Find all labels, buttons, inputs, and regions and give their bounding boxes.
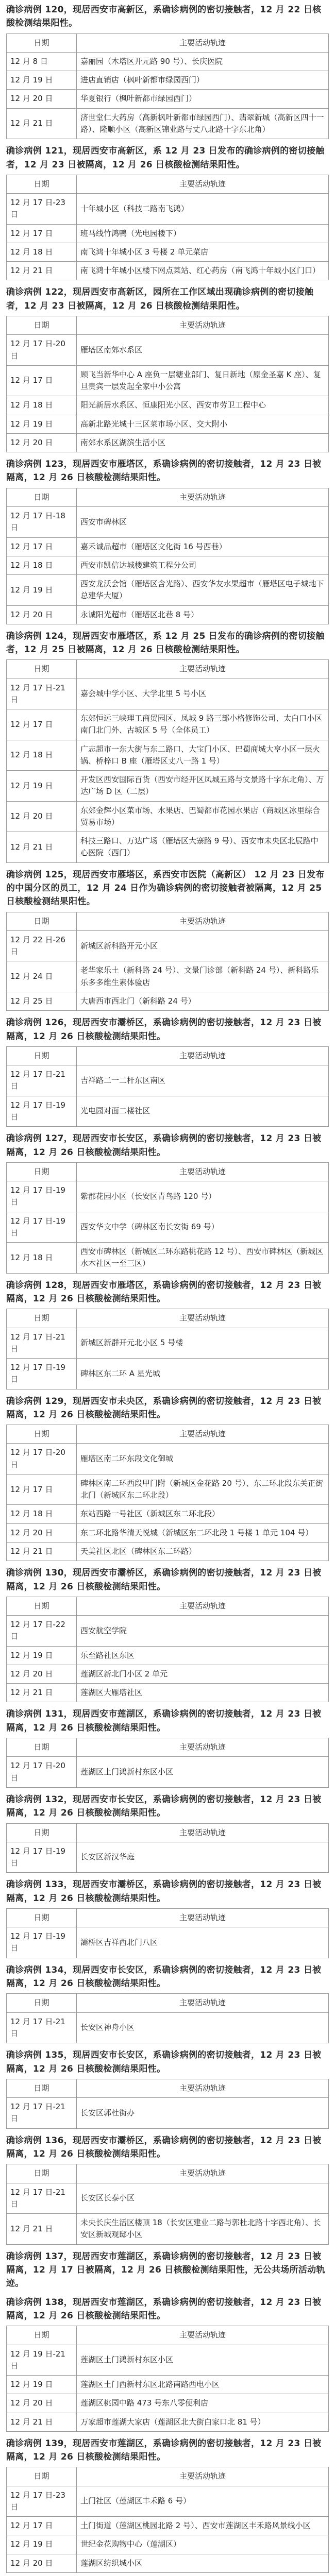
row-date: 12 月 17 日-21 日 — [7, 2183, 77, 2214]
table-row — [7, 2535, 329, 2554]
case-section — [6, 868, 329, 1011]
row-date: 12 月 17 日 — [7, 537, 77, 556]
table-row — [7, 832, 329, 863]
table-row — [7, 224, 329, 243]
table-header-row — [7, 1994, 329, 2012]
table-row — [7, 1181, 329, 1212]
header-track: 主要活动轨迹 — [77, 2326, 329, 2345]
case-section — [6, 144, 329, 280]
table-header-row — [7, 175, 329, 193]
row-track: 莲湖区纺织城小区 — [77, 2554, 329, 2572]
case-description: 确诊病例 122，现居西安市高新区，园所在工作区域出现确诊病例的密切接触者，12 月 23 日被隔离，12 月 26 日核酸检测结果阳性。 — [6, 287, 314, 311]
row-date: 12 月 20 日 — [7, 2394, 77, 2413]
row-track: 土门街道（莲湖区桃园北路 2 号）、西安市莲湖区丰禾路风景线小区 — [77, 2517, 329, 2535]
case-description: 确诊病例 132，现居西安市长安区，系确诊病例的密切接触者，12 月 23 日被隔离，12 月 26 日核酸检测结果阳性。 — [6, 1794, 322, 1819]
case-section — [6, 1395, 329, 1562]
table-row — [7, 433, 329, 452]
table-row — [7, 52, 329, 71]
row-date: 12 月 20 日 — [7, 2554, 77, 2572]
row-date: 12 月 17 日-21 日 — [7, 1065, 77, 1096]
row-track: 嘉丽园（木塔区开元路 90 号）、长庆医院 — [77, 52, 329, 71]
table-row — [7, 1328, 329, 1359]
table-row — [7, 1842, 329, 1873]
row-track: 灞桥区吉祥西北门八区 — [77, 1927, 329, 1958]
header-track: 主要活动轨迹 — [77, 2467, 329, 2486]
row-track: 永诚阳光超市（雁塔区北巷 8 号） — [77, 605, 329, 624]
row-track: 吉祥路二一二杆东区南区 — [77, 1065, 329, 1096]
row-date: 12 月 22 日-26 日 — [7, 930, 77, 961]
track-table — [6, 1162, 329, 1274]
row-track: 碑林区南二环西段甲门附（新城区金花路 20 号）、东二环北段东关正街北门（新城区东二环北段） — [77, 1474, 329, 1505]
track-table — [6, 33, 329, 140]
row-date: 12 月 20 日 — [7, 433, 77, 452]
row-date: 12 月 21 日 — [7, 1684, 77, 1702]
table-header-row — [7, 1738, 329, 1757]
row-track: 未央长庆生活区楼顶 18（长安区建业二路与郭杜北路十字西北角）、长安区新城观邸小区 — [77, 2214, 329, 2245]
case-description: 确诊病例 121，现居西安市高新区，系 12 月 23 日发布的确诊病例的密切接触者，12 月 23 日被隔离，12 月 26 日核酸检测结果阳性。 — [6, 146, 325, 170]
row-date: 12 月 17 日-18 日 — [7, 507, 77, 538]
row-track: 莲湖区土门鸿新村东区小区 — [77, 2345, 329, 2376]
header-date: 日期 — [7, 2079, 77, 2097]
table-row — [7, 679, 329, 709]
header-date: 日期 — [7, 316, 77, 335]
row-date: 12 月 18 日 — [7, 396, 77, 415]
case-section — [6, 457, 329, 624]
row-date: 12 月 20 日 — [7, 605, 77, 624]
row-track: 大唐西市西北门（新科路 24 号） — [77, 992, 329, 1010]
case-section — [6, 285, 329, 452]
row-track: 西安航空学院 — [77, 1616, 329, 1647]
row-track: 南郊水系区湖滨生活小区 — [77, 433, 329, 452]
track-table — [6, 1823, 329, 1873]
row-date: 12 月 17 日-23 日 — [7, 2486, 77, 2517]
case-description: 确诊病例 137，现居西安市莲湖区，系确诊病例的密切接触者，12 月 23 日被隔离，12 月 17 日被隔离，12 月 26 日核酸检测结果阳性，无公共场所活动轨迹。 — [6, 2251, 325, 2289]
table-row — [7, 90, 329, 108]
case-description: 确诊病例 128，现居西安市雁塔区，系确诊病例的密切接触者，12 月 23 日被隔离，12 月 26 日核酸检测结果阳性。 — [6, 1280, 322, 1304]
table-row — [7, 1505, 329, 1523]
case-section — [6, 2437, 329, 2573]
header-track: 主要活动轨迹 — [77, 316, 329, 335]
table-row — [7, 1444, 329, 1475]
header-track: 主要活动轨迹 — [77, 488, 329, 506]
table-row — [7, 1212, 329, 1243]
row-track: 广志超市一东大街与东二路口、大宝门小区、巴蜀商城大亨小区一层火锅、桥梓口 B 座（雁塔区丈八一路 1 号） — [77, 740, 329, 771]
row-date: 12 月 19 日 — [7, 71, 77, 90]
table-row — [7, 507, 329, 538]
table-row — [7, 537, 329, 556]
row-date: 12 月 17 日 — [7, 365, 77, 396]
header-track: 主要活动轨迹 — [77, 660, 329, 679]
row-track: 南飞鸿十年城小区 3 号楼 2 单元菜店 — [77, 243, 329, 261]
table-row — [7, 2345, 329, 2376]
table-row — [7, 71, 329, 90]
track-table — [6, 1908, 329, 1958]
table-row — [7, 575, 329, 606]
row-date: 12 月 19 日 — [7, 2535, 77, 2554]
table-row — [7, 2376, 329, 2394]
row-date: 12 月 18 日 — [7, 243, 77, 261]
row-date: 12 月 17 日-19 日 — [7, 1212, 77, 1243]
row-date: 12 月 17 日-21 日 — [7, 1328, 77, 1359]
table-row — [7, 1665, 329, 1683]
row-track: 西安龙沃会馆（雁塔区含光路）、西安华友水果超市（雁塔区电子城地下总建华大厦） — [77, 575, 329, 606]
case-description: 确诊病例 136，现居西安市灞桥区，系确诊病例的密切接触者，12 月 23 日被隔离，12 月 26 日核酸检测结果阳性。 — [6, 2135, 322, 2159]
row-date: 12 月 20 日 — [7, 90, 77, 108]
header-track: 主要活动轨迹 — [77, 2164, 329, 2183]
row-track: 高新北路光城十三区菜市场小区、交大附小 — [77, 415, 329, 433]
row-date: 12 月 17 日 — [7, 709, 77, 740]
header-track: 主要活动轨迹 — [77, 1738, 329, 1757]
row-date: 12 月 21 日 — [7, 2413, 77, 2431]
row-date: 12 月 17 日-19 日 — [7, 1096, 77, 1127]
table-row — [7, 1927, 329, 1958]
row-track: 莲湖区大雁塔社区 — [77, 1684, 329, 1702]
row-track: 十年城小区（科技二路南飞鸿） — [77, 194, 329, 225]
table-header-row — [7, 2326, 329, 2345]
table-row — [7, 740, 329, 771]
header-track: 主要活动轨迹 — [77, 1994, 329, 2012]
row-date: 12 月 17 日-20 日 — [7, 335, 77, 366]
row-track: 雁塔区南二环东段文化御城 — [77, 1444, 329, 1475]
row-track: 嘉禾诚品超市（雁塔区文化街 16 号西巷） — [77, 537, 329, 556]
table-header-row — [7, 912, 329, 930]
table-row — [7, 709, 329, 740]
track-table — [6, 659, 329, 862]
table-header-row — [7, 1309, 329, 1328]
track-table — [6, 175, 329, 281]
row-track: 东郊金辉小区菜市场、水果店、巴蜀都市花园水果店（商城区冰里综合贸易市场） — [77, 801, 329, 832]
row-track: 莲湖区新北门小区 2 单元 — [77, 1665, 329, 1683]
header-track: 主要活动轨迹 — [77, 1597, 329, 1615]
row-track: 长安区郭杜街办 — [77, 2098, 329, 2129]
case-description: 确诊病例 123，现居西安市雁塔区，系确诊病例的密切接触者，12 月 23 日被隔离，12 月 26 日核酸检测结果阳性。 — [6, 459, 322, 483]
table-header-row — [7, 488, 329, 506]
table-row — [7, 1684, 329, 1702]
case-description: 确诊病例 125，现居西安市雁塔区，系西安市医院（高新区） 12 月 23 日发布的中国分区的员工，12 月 24 日作为确诊病例的密切接触者被隔离，12 月 25 日核酸检测结果阳性。 — [6, 869, 325, 907]
header-date: 日期 — [7, 2467, 77, 2486]
row-track: 天美社区北区（碑林区东二环路） — [77, 1542, 329, 1561]
header-track: 主要活动轨迹 — [77, 175, 329, 193]
table-row — [7, 605, 329, 624]
row-date: 12 月 17 日-19 日 — [7, 1181, 77, 1212]
header-date: 日期 — [7, 1309, 77, 1328]
case-section — [6, 2134, 329, 2245]
header-track: 主要活动轨迹 — [77, 1425, 329, 1444]
case-section — [6, 1566, 329, 1702]
header-track: 主要活动轨迹 — [77, 1162, 329, 1181]
table-header-row — [7, 660, 329, 679]
track-table — [6, 1597, 329, 1703]
header-track: 主要活动轨迹 — [77, 33, 329, 52]
header-track: 主要活动轨迹 — [77, 1309, 329, 1328]
row-date: 12 月 21 日 — [7, 1542, 77, 1561]
table-row — [7, 243, 329, 261]
row-track: 长安区新汉华庭 — [77, 1842, 329, 1873]
row-track: 西安市凯信达城楼建筑工程分公司 — [77, 556, 329, 574]
header-date: 日期 — [7, 1908, 77, 1927]
table-row — [7, 2183, 329, 2214]
header-track: 主要活动轨迹 — [77, 2079, 329, 2097]
table-header-row — [7, 1046, 329, 1065]
case-section — [6, 630, 329, 863]
row-date: 12 月 17 日-19 日 — [7, 1927, 77, 1958]
header-date: 日期 — [7, 2164, 77, 2183]
row-date: 12 月 18 日 — [7, 740, 77, 771]
row-track: 老华家乐土（新科路 24 号）、文景门诊部（新科路 24 号）、新科路乐乐多多维生素体验店 — [77, 961, 329, 992]
case-description: 确诊病例 134，现居西安市长安区，系确诊病例的密切接触者，12 月 23 日被隔离，12 月 26 日核酸检测结果阳性。 — [6, 1964, 322, 1989]
case-description: 确诊病例 129，现居西安市未央区，系确诊病例的密切接触者，12 月 23 日被隔离，12 月 26 日核酸检测结果阳性。 — [6, 1396, 322, 1420]
track-table — [6, 2326, 329, 2432]
row-track: 进店直销店（枫叶新都市绿园西门） — [77, 71, 329, 90]
row-track: 新城区新群开元北小区 5 号楼 — [77, 1328, 329, 1359]
row-track: 长安区长泰小区 — [77, 2183, 329, 2214]
table-header-row — [7, 33, 329, 52]
row-track: 顾飞当新华中心 A 座负一层糖业部门、复日新地（原金圣嘉 K 座）、复旦贵宾一层发起全家中小公寓 — [77, 365, 329, 396]
case-section — [6, 1707, 329, 1787]
header-track: 主要活动轨迹 — [77, 1908, 329, 1927]
header-date: 日期 — [7, 912, 77, 930]
table-row — [7, 2486, 329, 2517]
row-date: 12 月 17 日-19 日 — [7, 1842, 77, 1873]
row-track: 莲湖区土门鸿新村东区小区 — [77, 1757, 329, 1788]
track-table — [6, 1738, 329, 1788]
table-row — [7, 1065, 329, 1096]
row-date: 12 月 25 日 — [7, 992, 77, 1010]
row-date: 12 月 17 日 — [7, 2517, 77, 2535]
table-row — [7, 1243, 329, 1274]
row-track: 开发区西安国际百货（西安市经开区凤城五路与文景路十字东北角）、万达广场 D 区（二层） — [77, 771, 329, 802]
row-date: 12 月 17 日-22 日 — [7, 1616, 77, 1647]
table-header-row — [7, 2164, 329, 2183]
row-track: 长安区神舟小区 — [77, 2012, 329, 2043]
table-row — [7, 2012, 329, 2043]
case-description: 确诊病例 138，现居西安市莲湖区，系确诊病例的密切接触者，12 月 23 日被隔离，12 月 26 日核酸检测结果阳性。 — [6, 2297, 322, 2321]
row-track: 莲湖区桃园中路 473 号东八零便利店 — [77, 2394, 329, 2413]
row-track: 阳光新居水系区、恒康阳光小区、西安市劳卫工程中心 — [77, 396, 329, 415]
case-description: 确诊病例 133，现居西安市灞桥区，系确诊病例的密切接触者，12 月 23 日被隔离，12 月 26 日核酸检测结果阳性。 — [6, 1879, 322, 1904]
table-row — [7, 1757, 329, 1788]
track-table — [6, 1993, 329, 2043]
table-row — [7, 2413, 329, 2431]
table-row — [7, 930, 329, 961]
table-row — [7, 992, 329, 1010]
track-table — [6, 2079, 329, 2129]
table-header-row — [7, 1425, 329, 1444]
table-row — [7, 2214, 329, 2245]
case-section — [6, 3, 329, 139]
table-header-row — [7, 2079, 329, 2097]
row-track: 济世堂仁大药房（高新枫叶新都市绿园西门）、翡翠新城（高新区四十一路）、隆顺小区（高新区锦业路与丈八北路十字东北角） — [77, 108, 329, 139]
case-section — [6, 1279, 329, 1389]
header-date: 日期 — [7, 1994, 77, 2012]
table-row — [7, 1474, 329, 1505]
case-description: 确诊病例 126，现居西安市灞桥区，系确诊病例的密切接触者，12 月 23 日被隔离，12 月 26 日核酸检测结果阳性。 — [6, 1018, 322, 1042]
row-track: 东二环北路华清天悦城（新城区东二环北段 1 号楼 1 单元 104 号） — [77, 1523, 329, 1542]
table-row — [7, 396, 329, 415]
row-track: 西安市碑林区（新城区二环东路桃花路 12 号）、西安市碑林区（新城区水木社区一至三区） — [77, 1243, 329, 1274]
row-date: 12 月 17 日-21 日 — [7, 2098, 77, 2129]
header-track: 主要活动轨迹 — [77, 1046, 329, 1065]
row-date: 12 月 18 日 — [7, 556, 77, 574]
case-section — [6, 1878, 329, 1958]
header-date: 日期 — [7, 1162, 77, 1181]
row-date: 12 月 19 日 — [7, 415, 77, 433]
table-row — [7, 1523, 329, 1542]
row-date: 12 月 21 日 — [7, 108, 77, 139]
table-row — [7, 2394, 329, 2413]
header-date: 日期 — [7, 1046, 77, 1065]
header-track: 主要活动轨迹 — [77, 912, 329, 930]
table-row — [7, 2098, 329, 2129]
table-row — [7, 415, 329, 433]
row-date: 12 月 17 日 — [7, 1474, 77, 1505]
case-section — [6, 2250, 329, 2291]
track-table — [6, 1046, 329, 1127]
case-section — [6, 1963, 329, 2043]
track-table — [6, 1425, 329, 1561]
row-track: 东站西路一号社区（新城区东二环北段） — [77, 1505, 329, 1523]
table-row — [7, 556, 329, 574]
header-date: 日期 — [7, 1823, 77, 1842]
row-track: 南飞鸿十年城小区楼下网点菜站、红心药房（南飞鸿十年城小区门口） — [77, 262, 329, 280]
table-row — [7, 108, 329, 139]
table-row — [7, 1646, 329, 1665]
header-date: 日期 — [7, 1597, 77, 1615]
header-date: 日期 — [7, 660, 77, 679]
table-row — [7, 801, 329, 832]
row-track: 土门社区（莲湖区丰禾路 6 号） — [77, 2486, 329, 2517]
row-date: 12 月 19 日 — [7, 771, 77, 802]
case-description: 确诊病例 127，现居西安市长安区，系确诊病例的密切接触者，12 月 23 日被隔离，12 月 26 日核酸检测结果阳性。 — [6, 1133, 322, 1158]
header-date: 日期 — [7, 1738, 77, 1757]
row-track: 东郊恒远三峡理工商贸园区、凤城 9 路三部小格修饰公司、太白口小区南门北门外、古城区 5 号（全体员工） — [77, 709, 329, 740]
track-table — [6, 1309, 329, 1389]
row-date: 12 月 24 日 — [7, 961, 77, 992]
row-track: 紫郡花园小区（长安区青鸟路 120 号） — [77, 1181, 329, 1212]
header-date: 日期 — [7, 1425, 77, 1444]
row-date: 12 月 19 日-21 日 — [7, 2345, 77, 2376]
row-date: 12 月 19 日 — [7, 1646, 77, 1665]
header-date: 日期 — [7, 33, 77, 52]
track-table — [6, 2467, 329, 2573]
row-track: 世纪金花购物中心（莲湖区） — [77, 2535, 329, 2554]
row-date: 12 月 20 日 — [7, 1665, 77, 1683]
row-track: 科技三路口、万达广场（雁塔区大寨路 9 号）、西安市未央区北辰路中心医院（西门） — [77, 832, 329, 863]
case-section — [6, 1132, 329, 1273]
row-track: 雁塔区南郊水系区 — [77, 335, 329, 366]
row-date: 12 月 17 日-19 日 — [7, 1359, 77, 1389]
case-description: 确诊病例 130，现居西安市灞桥区，系确诊病例的密切接触者，12 月 23 日被隔离，12 月 26 日核酸检测结果阳性。 — [6, 1568, 322, 1592]
table-row — [7, 1616, 329, 1647]
track-table — [6, 912, 329, 1011]
table-header-row — [7, 1162, 329, 1181]
row-date: 12 月 17 日-23 日 — [7, 194, 77, 225]
row-date: 12 月 17 日 — [7, 224, 77, 243]
table-row — [7, 961, 329, 992]
row-date: 12 月 17 日-21 日 — [7, 679, 77, 709]
table-row — [7, 1359, 329, 1389]
table-row — [7, 2554, 329, 2572]
header-track: 主要活动轨迹 — [77, 1823, 329, 1842]
case-description: 确诊病例 131，现居西安市莲湖区，系确诊病例的密切接触者，12 月 23 日被隔离，12 月 26 日核酸检测结果阳性。 — [6, 1709, 322, 1733]
row-date: 12 月 8 日 — [7, 52, 77, 71]
track-table — [6, 2164, 329, 2244]
row-track: 莲湖区土门西新村东区北路南路西电小区 — [77, 2376, 329, 2394]
case-description: 确诊病例 124，现居西安市雁塔区，系 12 月 25 日发布的确诊病例的密切接触者，12 月 25 日被隔离，12 月 26 日核酸检测结果阳性。 — [6, 631, 325, 655]
row-date: 12 月 19 日 — [7, 2376, 77, 2394]
row-track: 万家超市莲湖大家店（莲湖区北大街白家口北 81 号） — [77, 2413, 329, 2431]
case-section — [6, 2048, 329, 2128]
case-description: 确诊病例 135，现居西安市长安区，系确诊病例的密切接触者，12 月 23 日被隔离，12 月 26 日核酸检测结果阳性。 — [6, 2050, 322, 2074]
case-section — [6, 2296, 329, 2432]
row-date: 12 月 21 日 — [7, 262, 77, 280]
row-date: 12 月 20 日 — [7, 1523, 77, 1542]
table-row — [7, 262, 329, 280]
track-table — [6, 316, 329, 452]
table-row — [7, 1096, 329, 1127]
row-track: 班马线竹鸿鸭（光电园楼下） — [77, 224, 329, 243]
table-header-row — [7, 316, 329, 335]
track-table — [6, 488, 329, 624]
row-track: 碑林区东二环 A 星光城 — [77, 1359, 329, 1389]
table-row — [7, 771, 329, 802]
table-header-row — [7, 1908, 329, 1927]
header-date: 日期 — [7, 175, 77, 193]
table-row — [7, 365, 329, 396]
row-track: 光电园对面二楼社区 — [77, 1096, 329, 1127]
table-header-row — [7, 2467, 329, 2486]
row-track: 西安市碑林区 — [77, 507, 329, 538]
table-row — [7, 1542, 329, 1561]
row-track: 华夏银行（枫叶新都市绿园西门） — [77, 90, 329, 108]
case-description: 确诊病例 120，现居西安市高新区，系确诊病例的密切接触者，12 月 22 日核酸检测结果阳性。 — [6, 5, 322, 29]
row-track: 嘉会城中学小区、大学北里 5 号小区 — [77, 679, 329, 709]
case-section — [6, 1016, 329, 1127]
row-date: 12 月 17 日-20 日 — [7, 1444, 77, 1475]
table-header-row — [7, 1597, 329, 1615]
row-track: 新城区新科路开元小区 — [77, 930, 329, 961]
table-row — [7, 2517, 329, 2535]
case-section — [6, 1793, 329, 1873]
row-date: 12 月 17 日-21 日 — [7, 2012, 77, 2043]
case-description: 确诊病例 139，现居西安市莲湖区，系确诊病例的密切接触者，12 月 23 日被隔离，12 月 26 日核酸检测结果阳性。 — [6, 2438, 322, 2463]
header-date: 日期 — [7, 2326, 77, 2345]
table-row — [7, 194, 329, 225]
row-date: 12 月 21 日 — [7, 832, 77, 863]
row-date: 12 月 18 日 — [7, 1505, 77, 1523]
row-track: 西安华文中学（碑林区南长安街 69 号） — [77, 1212, 329, 1243]
table-row — [7, 335, 329, 366]
row-date: 12 月 21 日 — [7, 2214, 77, 2245]
row-date: 12 月 17 日-20 日 — [7, 1757, 77, 1788]
row-date: 12 月 19 日 — [7, 575, 77, 606]
table-header-row — [7, 1823, 329, 1842]
row-date: 12 月 20 日 — [7, 801, 77, 832]
row-track: 乐至路社区东区 — [77, 1646, 329, 1665]
header-date: 日期 — [7, 488, 77, 506]
row-date: 12 月 18 日 — [7, 1243, 77, 1274]
